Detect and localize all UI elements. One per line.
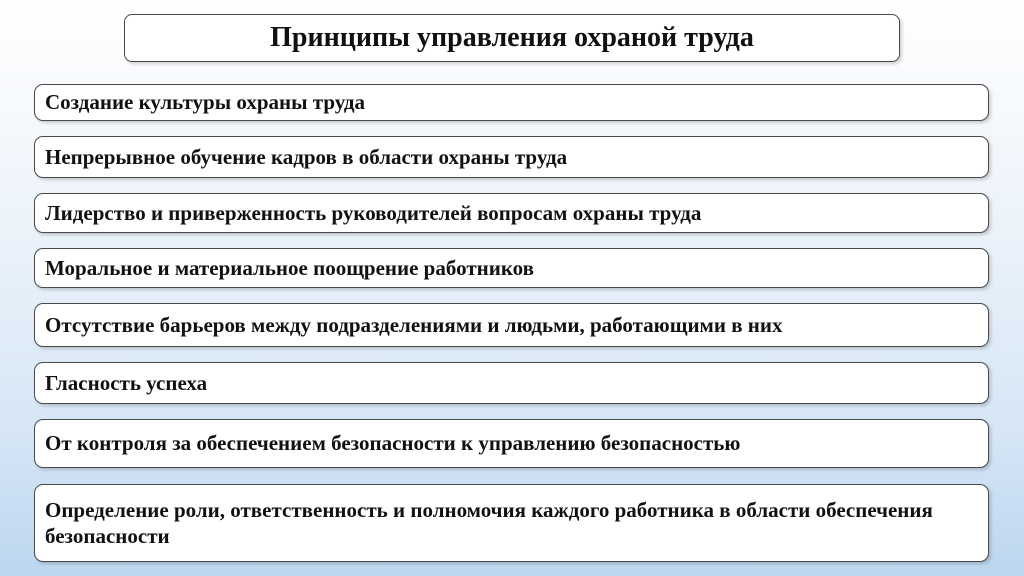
principle-text: Моральное и материальное поощрение работников [45,255,534,280]
principle-box [34,193,989,233]
principle-box [34,419,989,468]
principle-box [34,136,989,178]
principle-text: Создание культуры охраны труда [45,90,366,115]
principle-text: От контроля за обеспечением безопасности к управлению безопасностью [45,431,741,456]
principle-text: Отсутствие барьеров между подразделениями и людьми, работающими в них [45,312,783,337]
principle-text: Гласность успеха [45,370,208,395]
principle-box [34,303,989,347]
principle-box [34,248,989,288]
page-title: Принципы управления охраной труда [124,14,900,62]
principle-box [34,484,989,562]
principle-text: Лидерство и приверженность руководителей вопросам охраны труда [45,200,702,225]
principle-text: Непрерывное обучение кадров в области охраны труда [45,144,568,169]
principle-box [34,362,989,404]
principle-text: Определение роли, ответственность и полномочия каждого работника в области обеспечения безопасности [45,497,933,548]
principle-box [34,84,989,121]
